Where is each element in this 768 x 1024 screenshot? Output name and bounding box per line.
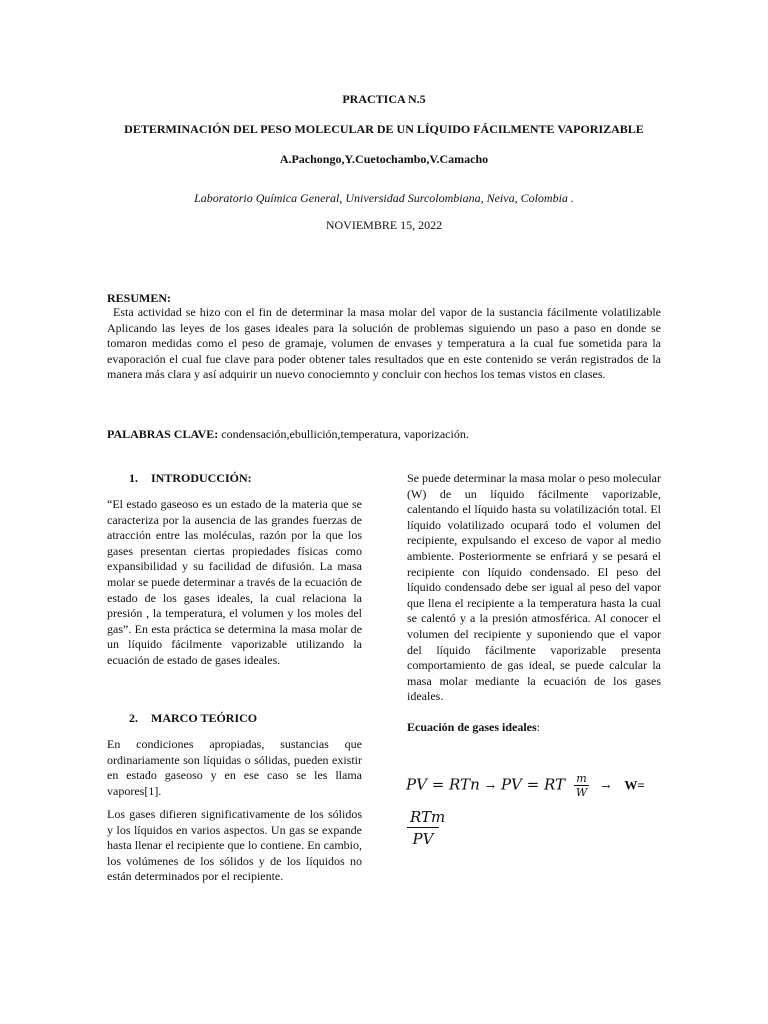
ideal-gas-equation [406,772,645,799]
section-title: MARCO TEÓRICO [151,711,258,725]
authors: A.Pachongo,Y.Cuetochambo,V.Camacho [279,152,489,166]
arrow-icon: → [601,779,611,793]
fraction-denominator: PV [412,830,434,848]
keywords [107,427,661,442]
intro-paragraph: “El estado gaseoso es un estado de la materia que se caracteriza por la ausencia de las grandes fuerzas de atracción entre las moléculas, razón por la que los gases presentan ciertas propiedades físicas como expansibilidad y su facilidad de difusión. La masa molar se puede determinar a través de la ecuación de estado de los gases ideales, la cual relaciona la presión , la temperatura, el volumen y los moles del gas”. En esta práctica se determina la masa molar de un líquido fácilmente vaporizable utilizando la ecuación de estado de gases ideales. [107,497,362,667]
keywords-text: condensación,ebullición,temperatura, vaporización. [218,427,469,441]
fraction-numerator: m [574,772,589,786]
abstract-heading: RESUMEN: [107,291,172,305]
affiliation: Laboratorio Química General, Universidad Surcolombiana, Neiva, Colombia . [194,191,574,205]
practice-number: PRACTICA N.5 [342,92,426,106]
equation-heading-text: Ecuación de gases ideales [407,720,537,734]
date: NOVIEMBRE 15, 2022 [325,218,443,232]
section-heading-marco [129,711,257,726]
marco-paragraph-2: Los gases difieren significativamente de los sólidos y los líquidos en varios aspectos. Un gas se expande hasta llenar el recipiente que lo contiene. En cambio, los volúmenes de los sólidos y de los líquidos no están determinados por el recipiente. [107,807,362,884]
abstract-text: Esta actividad se hizo con el fin de determinar la masa molar del vapor de la sustancia fácilmente volatilizable Aplicando las leyes de los gases ideales para la solución de problemas siguiendo un paso a paso en donde se tomaron medidas como el peso de gramaje, volumen de envases y temperatura a la cual fue sometida para la evaporación el cual fue clave para poder obtener tales resultados que en este contenido se verán registrados de la manera más clara y así adquirir un nuevo conociemnto y concluir con hechos los temas vistos en clases. [107,305,661,382]
w-label: W= [624,777,645,793]
arrow-icon: → [485,779,495,793]
equation-part-2: PV = RT [500,775,566,794]
equation-heading [407,720,540,735]
section-title: INTRODUCCIÓN: [151,471,252,485]
section-number: 1. [129,471,138,485]
keywords-label: PALABRAS CLAVE: [107,427,219,441]
marco-paragraph-1: En condiciones apropiadas, sustancias que ordinariamente son líquidas o sólidas, pueden existir en estado gaseoso y en ese caso se les llama vapores[1]. [107,737,362,798]
fraction-rtm-over-pv [407,808,446,848]
equation-part-1: PV = RTn [406,775,480,794]
paper-title: DETERMINACIÓN DEL PESO MOLECULAR DE UN LÍQUIDO FÁCILMENTE VAPORIZABLE [124,122,644,136]
fraction-numerator: RTm [407,808,439,828]
section-heading-intro [129,471,252,486]
fraction-denominator: W [575,786,588,799]
equation-heading-colon: : [536,720,541,734]
fraction-m-over-w [574,772,589,799]
section-number: 2. [129,711,138,725]
right-paragraph: Se puede determinar la masa molar o peso molecular (W) de un líquido fácilmente vaporizable, calentando el líquido hasta su volatilización total. El líquido volatilizado ocupará todo el volumen del recipiente, expulsando el exceso de vapor al medio ambiente. Posteriormente se enfriará y se pesará el recipiente con líquido condensado. El peso del líquido condensado debe ser igual al peso del vapor que llena el recipiente a la temperatura hasta la cual se calentó y a la presión atmosférica. Al conocer el volumen del recipiente y suponiendo que el vapor del líquido fácilmente vaporizable presenta comportamiento de gas ideal, se puede calcular la masa molar mediante la ecuación de los gases ideales. [407,471,661,704]
